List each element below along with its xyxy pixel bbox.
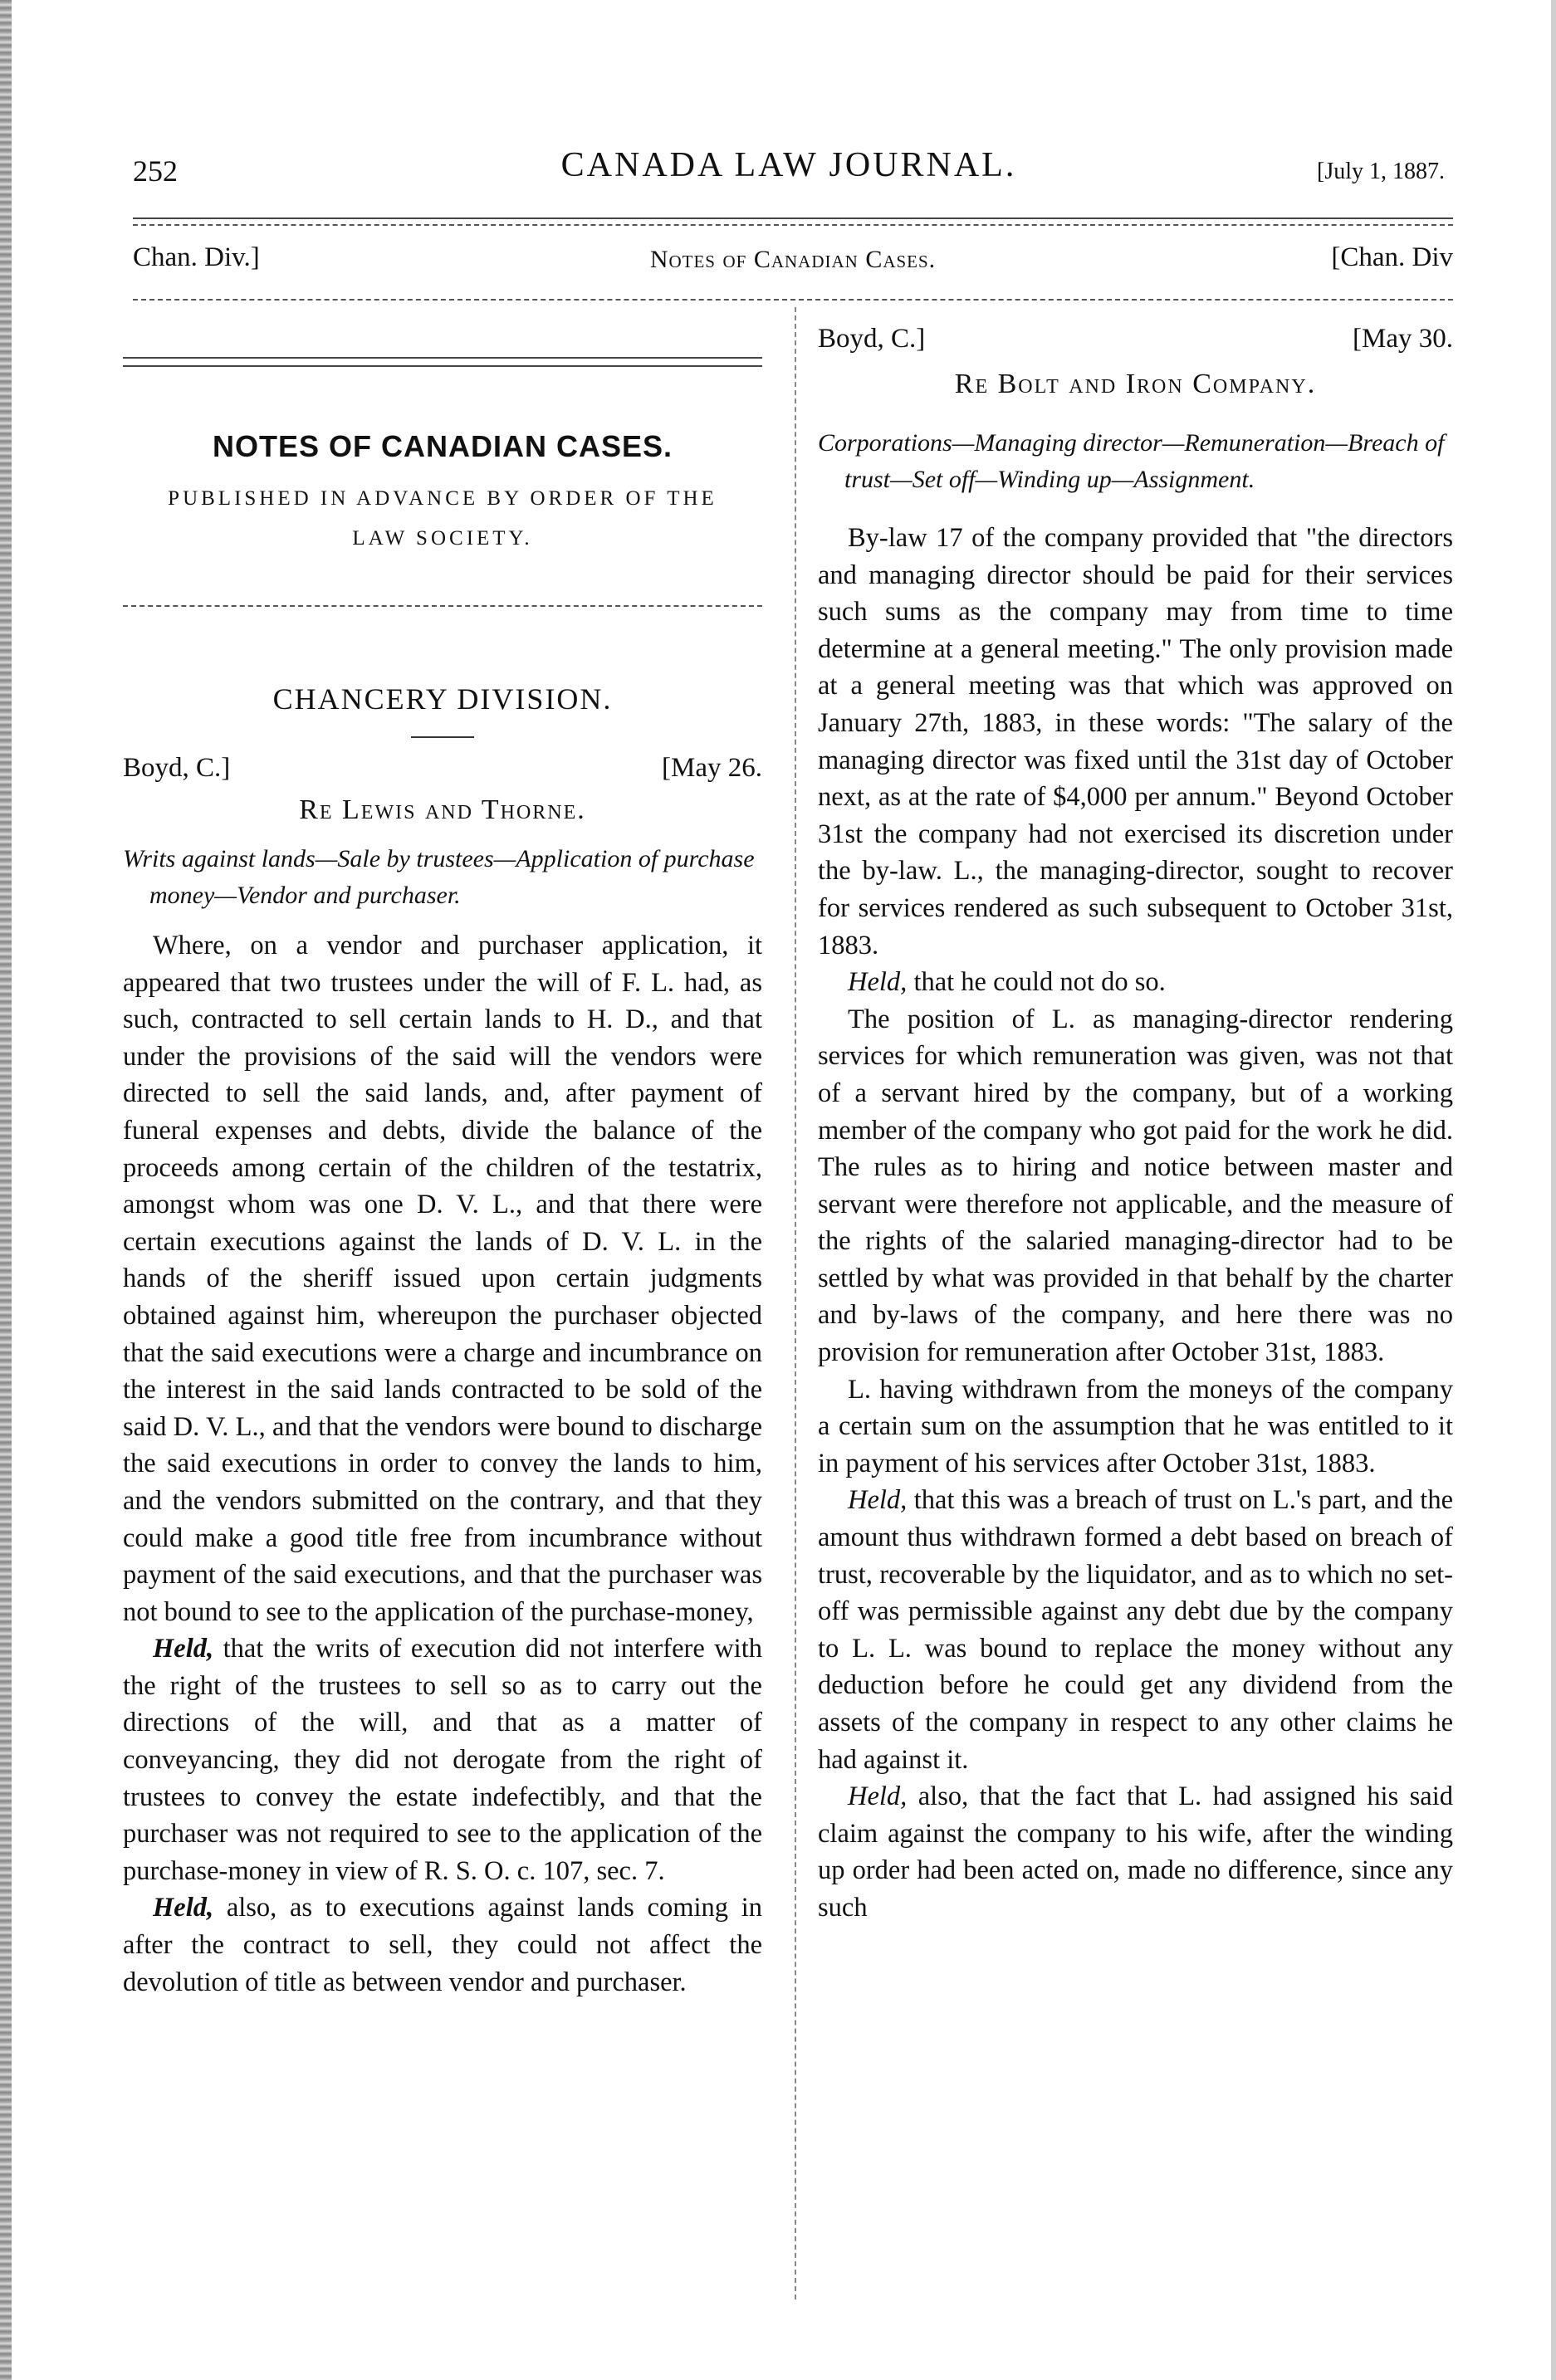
held-text: that this was a breach of trust on L.'s part, and the amount thus withdrawn formed a debt based on breach of trust, recoverable by the liquidator, and as to which no set-off was permissible against any debt due by the company to L. L. was bound to replace the money without any deduction before he could get any dividend from the assets of the company in respect to any other claims he had against it. <box>818 1485 1453 1775</box>
case-title: Re Lewis and Thorne. <box>299 794 586 825</box>
held-text: also, as to executions against lands coming in after the contract to sell, they could not affect the devolution of title as between vendor and purchaser. <box>123 1893 762 1997</box>
column-divider <box>795 307 796 2299</box>
page-number: 252 <box>133 154 178 188</box>
subheader-center: Notes of Canadian Cases. <box>649 246 937 273</box>
case-judge-line <box>123 753 762 793</box>
section-title: NOTES OF CANADIAN CASES. <box>212 429 673 463</box>
journal-title: CANADA LAW JOURNAL. <box>560 146 1017 184</box>
case-headnote: Writs against lands—Sale by trustees—Application of purchase money—Vendor and purchaser. <box>123 845 755 909</box>
held-label: Held, <box>848 967 908 998</box>
subheader-rule <box>133 299 1453 301</box>
case-date: [May 26. <box>662 753 762 783</box>
section-rule-bottom <box>123 605 762 607</box>
section-rule-top <box>123 357 762 359</box>
case-paragraph: The position of L. as managing-director rendering services for which remuneration was given, was not that of a servant hired by the company, but of a working member of the company who got paid for the work he did. The rules as to hiring and notice between master and servant were therefore not applicable, and the measure of the rights of the salaried managing-director had to be settled by what was provided in that behalf by the charter and by-laws of the company, and here there was no provision for remuneration after October 31st, 1883. <box>818 1004 1453 1368</box>
scan-edge-right <box>1551 0 1556 2380</box>
case-paragraph: L. having withdrawn from the moneys of the company a certain sum on the assumption that he was entitled to it in payment of his services after October 31st, 1883. <box>818 1374 1453 1478</box>
held-text: also, that the fact that L. had assigned his said claim against the company to his wife, after the winding up order had been acted on, made no difference, since any such <box>818 1781 1453 1923</box>
held-label: Held, <box>153 1893 214 1923</box>
held-label: Held, <box>848 1781 908 1812</box>
held-text: that he could not do so. <box>907 967 1166 998</box>
case-judge: Boyd, C.] <box>818 324 926 354</box>
case-judge-line <box>818 324 1453 364</box>
case-paragraph <box>818 964 1453 1001</box>
right-column <box>818 324 1453 1927</box>
subheader-left: Chan. Div.] <box>133 242 260 272</box>
scan-edge-left <box>0 0 12 2380</box>
subheader-right: [Chan. Div <box>1331 242 1453 272</box>
running-head <box>133 145 1445 195</box>
section-subheader <box>133 242 1453 284</box>
case-paragraph: By-law 17 of the company provided that "the directors and managing director should be paid for their services such sums as the company may from time to time determine at a general meeting." The only provision made at a general meeting was that which was approved on January 27th, 1883, in these words: "The salary of the managing director was fixed until the 31st day of October next, as at the rate of $4,000 per annum." Beyond October 31st the company had not exercised its discretion under the by-law. L., the managing-director, sought to recover for services rendered as such subsequent to October 31st, 1883. <box>818 523 1453 960</box>
case-headnote: Corporations—Managing director—Remuneration—Breach of trust—Set off—Winding up—Assignment. <box>818 429 1445 493</box>
case-date: [May 30. <box>1353 324 1453 354</box>
case-judge: Boyd, C.] <box>123 753 231 783</box>
division-rule <box>411 736 474 738</box>
held-label: Held, <box>153 1634 214 1664</box>
section-rule-top-2 <box>123 365 762 367</box>
case-paragraph: Where, on a vendor and purchaser application, it appeared that two trustees under the will of F. L. had, as such, contracted to sell certain lands to H. D., and that under the provisions of the said will the vendors were directed to sell the said lands, and, after payment of funeral expenses and debts, divide the balance of the proceeds among certain of the children of the testatrix, amongst whom was one D. V. L., and that there were certain executions against the lands of D. V. L. in the hands of the sheriff issued upon certain judgments obtained against him, whereupon the purchaser objected that the said executions were a charge and incumbrance on the interest in the said lands contracted to be sold of the said D. V. L., and that the vendors were bound to discharge the said executions in order to convey the lands to him, and the vendors submitted on the contrary, and that they could make a good title free from incumbrance without payment of the said executions, and that the purchaser was not bound to see to the application of the purchase-money, <box>123 931 762 1627</box>
case-paragraph <box>818 1778 1453 1926</box>
held-label: Held, <box>848 1485 908 1516</box>
header-rule <box>133 217 1453 219</box>
header-rule-dashed <box>133 224 1453 226</box>
left-column <box>123 349 762 2001</box>
case-title: Re Bolt and Iron Company. <box>954 369 1317 399</box>
issue-date: [July 1, 1887. <box>1317 159 1445 184</box>
case-paragraph <box>818 1482 1453 1778</box>
held-text: that the writs of execution did not interfere with the right of the trustees to sell so as to carry out the directions of the will, and that as a matter of conveyancing, they did not derogate from the right of trustees to convey the estate indefectibly, and that the purchaser was not required to see to the application of the purchase-money in view of R. S. O. c. 107, sec. 7. <box>123 1634 762 1886</box>
case-paragraph <box>123 1630 762 1889</box>
case-paragraph <box>123 1889 762 2001</box>
section-subtitle: PUBLISHED IN ADVANCE BY ORDER OF THE LAW SOCIETY. <box>168 487 717 550</box>
division-title: CHANCERY DIVISION. <box>272 682 613 716</box>
